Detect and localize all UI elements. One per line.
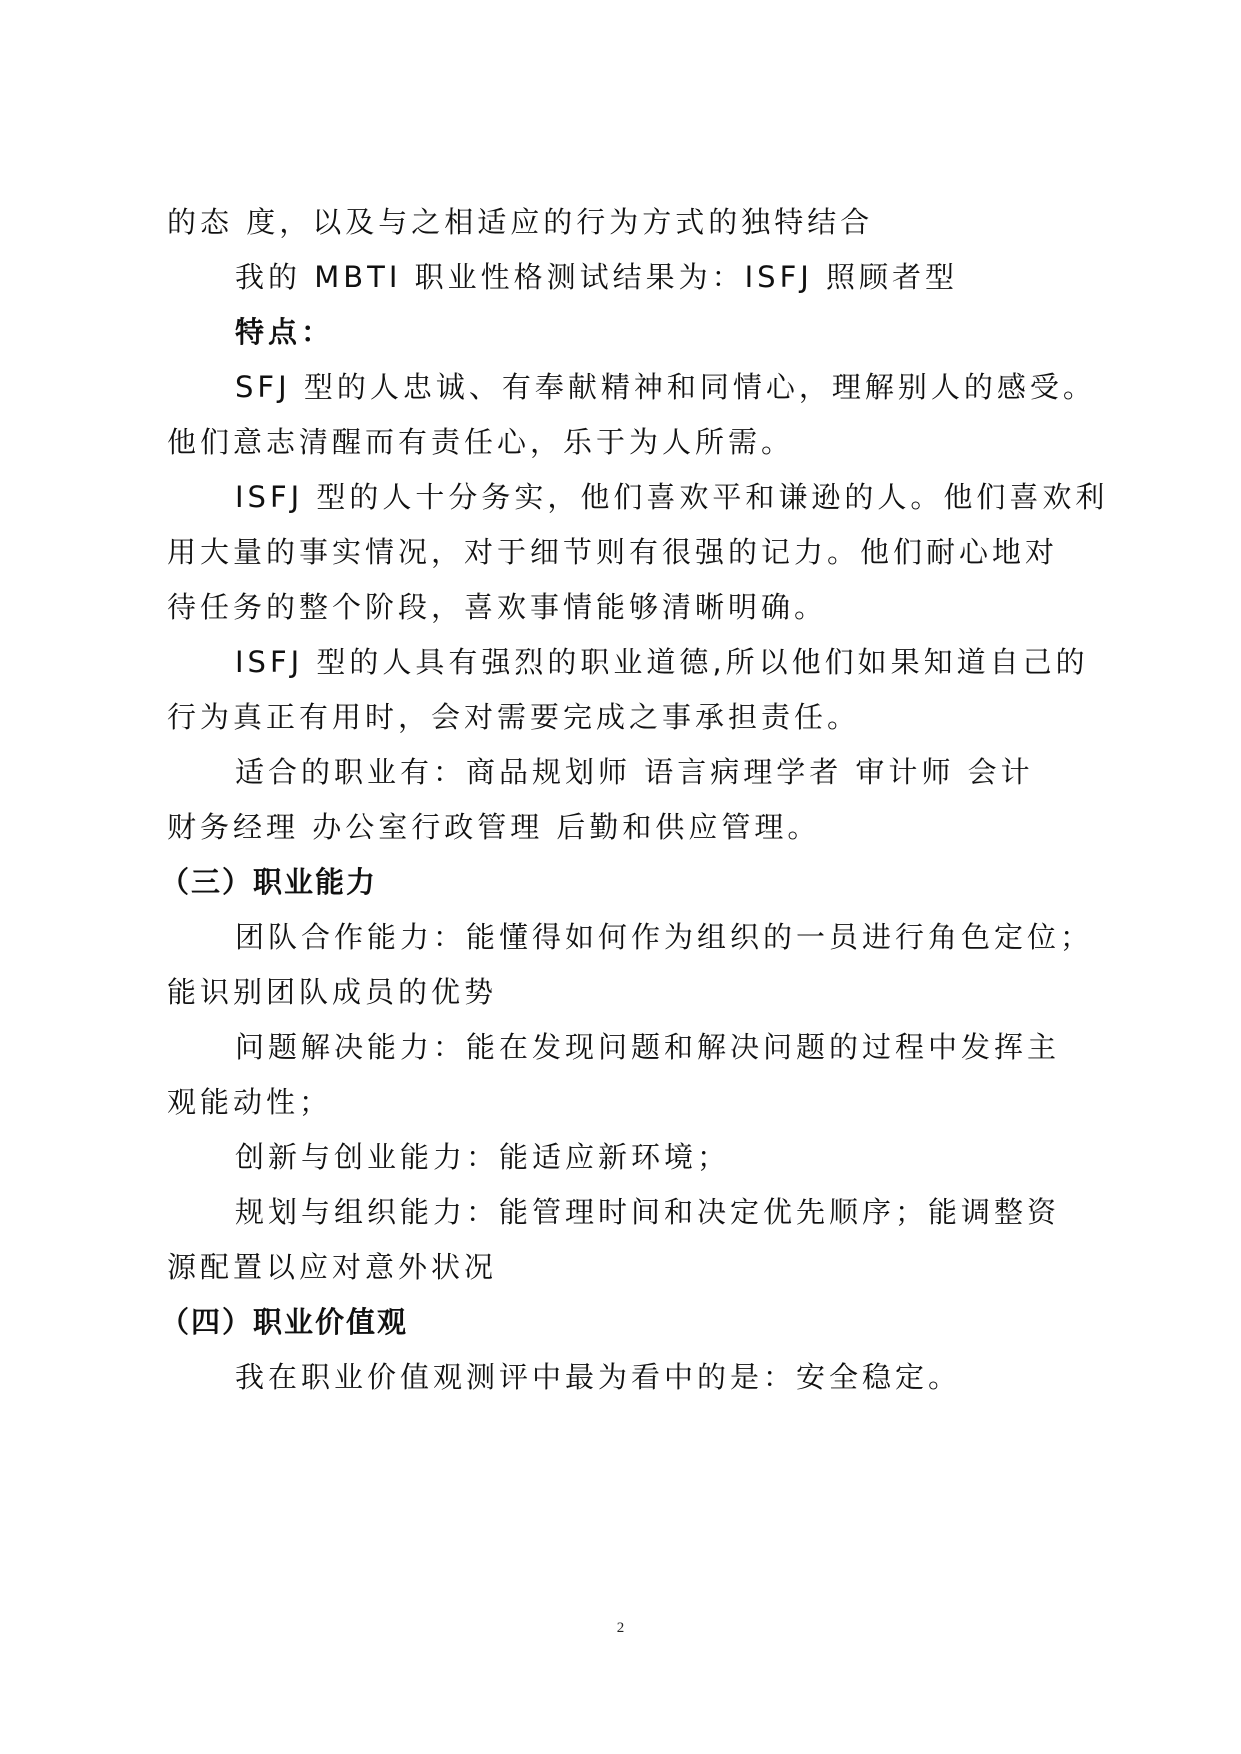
body-text-line: 用大量的事实情况，对于细节则有很强的记力。他们耐心地对 (167, 535, 1059, 569)
body-text-line: 能识别团队成员的优势 (167, 975, 498, 1009)
body-text-line: 行为真正有用时，会对需要完成之事承担责任。 (167, 700, 861, 734)
body-text-line: 规划与组织能力：能管理时间和决定优先顺序；能调整资 (235, 1195, 1061, 1229)
body-text-line: SFJ 型的人忠诚、有奉献精神和同情心，理解别人的感受。 (235, 370, 1096, 404)
section-heading-career-ability: （三）职业能力 (160, 865, 378, 899)
body-text-line: ISFJ 型的人具有强烈的职业道德,所以他们如果知道自己的 (235, 645, 1089, 679)
page-number: 2 (616, 1620, 625, 1636)
body-text-line: 我在职业价值观测评中最为看中的是：安全稳定。 (235, 1360, 962, 1394)
body-text-line: 团队合作能力：能懂得如何作为组织的一员进行角色定位； (235, 920, 1094, 954)
body-text-line: 待任务的整个阶段，喜欢事情能够清晰明确。 (167, 590, 828, 624)
suitable-careers-line: 适合的职业有：商品规划师 语言病理学者 审计师 会计 (235, 755, 1034, 789)
body-text-line: 他们意志清醒而有责任心，乐于为人所需。 (167, 425, 795, 459)
body-text-line: ISFJ 型的人十分务实，他们喜欢平和谦逊的人。他们喜欢利 (235, 480, 1109, 514)
body-text-line: 创新与创业能力：能适应新环境； (235, 1140, 731, 1174)
body-text-line: 源配置以应对意外状况 (167, 1250, 498, 1284)
body-text-line: 问题解决能力：能在发现问题和解决问题的过程中发挥主 (235, 1030, 1061, 1064)
section-heading-career-values: （四）职业价值观 (160, 1305, 409, 1339)
body-text-line: 观能动性； (167, 1085, 333, 1119)
mbti-result-line: 我的 MBTI 职业性格测试结果为：ISFJ 照顾者型 (235, 260, 959, 294)
suitable-careers-line: 财务经理 办公室行政管理 后勤和供应管理。 (167, 810, 821, 844)
body-text-line: 的态 度，以及与之相适应的行为方式的独特结合 (167, 205, 874, 239)
features-label: 特点： (235, 315, 335, 349)
